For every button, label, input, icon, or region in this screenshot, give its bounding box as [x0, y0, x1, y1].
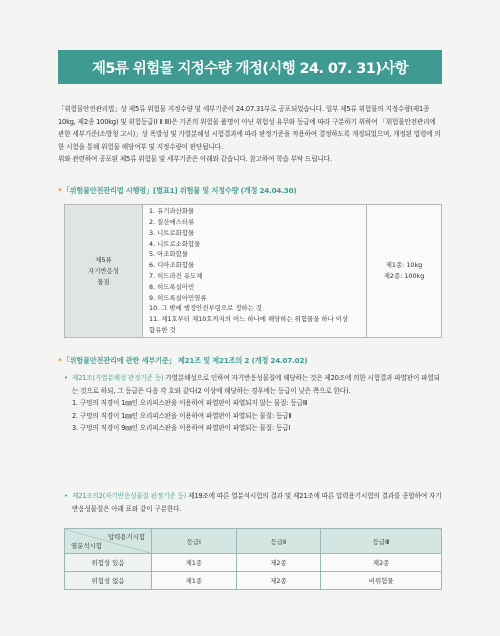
article21-paragraph	[64, 372, 442, 397]
list-item: 5. 아조화합물	[149, 250, 188, 259]
article21-2-paragraph	[64, 490, 442, 515]
list-item: 2. 질산에스터류	[149, 218, 195, 227]
list-item: 6. 디아조화합물	[149, 261, 195, 270]
article21-2-text: 제19조에 따른 열분석시험의 결과 및 제21조에 따른 압력용기시험의 결과를 종합하여 자기반응성물질은 아래 표와 같이 구분한다.	[72, 492, 442, 513]
article21-2-title: 제21조의2(자기반응성물질 판정기준 등)	[72, 492, 187, 500]
article21-item-2: 2. 구멍의 직경이 1㎜인 오리피스판을 이용하여 파열판이 파열되는 물질: 등급Ⅱ	[72, 411, 292, 420]
category-label-1: 제5류	[95, 255, 112, 264]
table-row	[65, 572, 442, 590]
quantity-type2: 제2종: 100kg	[383, 272, 425, 280]
bullet-icon: •	[64, 492, 68, 500]
intro-paragraph-2: 위와 관련하여 공포된 제5류 위험물 및 세부기준은 아래와 같습니다. 참고하여 학습 부탁 드립니다.	[58, 155, 332, 164]
list-item: 11. 제1호부터 제10호까지의 어느 하나에 해당하는 위험물을 하나 이상	[149, 315, 349, 324]
row-header: 위험성 있음	[65, 554, 152, 572]
list-item: 4. 니트로소화합물	[149, 239, 201, 248]
article21-item-3: 3. 구멍의 직경이 9㎜인 오리피스판을 이용하여 파열판이 파열되는 물질: 등급Ⅰ	[72, 424, 291, 433]
list-item: 7. 히드라진 유도체	[149, 272, 203, 280]
article21-2-block	[64, 490, 442, 515]
column-header: 등급Ⅰ	[152, 529, 237, 554]
list-item: 10. 그 밖에 행정안전부령으로 정하는 것	[149, 304, 262, 313]
table-cell: 비위험물	[321, 572, 442, 590]
star-icon: *	[58, 356, 62, 365]
category-cell	[65, 205, 143, 338]
table-cell: 제2종	[236, 554, 321, 572]
hazard-item-list	[149, 206, 360, 336]
quantity-cell	[367, 205, 442, 338]
section2-heading-text: 「위험물안전관리에 관한 세부기준」 제21조 및 제21조의 2 (개정 24.07.02)	[62, 356, 308, 365]
table-cell: 제1종	[152, 554, 237, 572]
table-cell: 제1종	[152, 572, 237, 590]
list-item: 3. 니트로화합물	[149, 228, 195, 237]
list-item-continuation: 함유한 것	[149, 325, 176, 334]
list-item: 1. 유기과산화물	[149, 207, 195, 216]
list-item: 9. 히드록실아민염류	[149, 293, 207, 302]
article21-text: 가열분해성으로 인하여 자기반응성물질에 해당하는 것은 제20조에 의한 시험결과 파열판이 파열되는 것으로 하되, 그 등급은 다음 각 호와 같다(2 이상에 해당하는 경우에는 등급이 낮은 쪽으로 한다).	[72, 374, 440, 395]
page-title: 제5류 위험물 지정수량 개정(시행 24. 07. 31)사항	[58, 50, 442, 84]
category-label-3: 물질	[97, 277, 110, 286]
table-cell: 제2종	[236, 572, 321, 590]
section1-heading	[58, 186, 296, 196]
row-header: 위험성 없음	[65, 572, 152, 590]
classification-table	[64, 528, 442, 590]
pressure-test-label: 압력용기시험	[107, 533, 145, 541]
quantity-type1: 제1종: 10kg	[385, 261, 423, 269]
thermal-test-label: 열분석시험	[71, 542, 102, 550]
category-label-2: 자기반응성	[88, 266, 119, 275]
bullet-icon: •	[64, 374, 68, 382]
intro-paragraph-1: 「위험물안전관리법」상 제5류 위험물 지정수량 및 세부기준이 24.07.31부로 공포되었습니다. 일부 제5류 위험물의 지정수량(제1종 10kg, 제2종 100kg) 및 위험등급(Ⅰ Ⅱ Ⅲ)은 기존의 위험물 품명이 아닌 위험성 유무와 등급에 따라 구분하기 위하여 「위험물안전관리에 관한 세부기준(소방청 고시)」상 폭발성 및 가열분해성 시험결과에 따라 판정기준을 적용하여 결정하도록 개정되었으며, 개정된 법령에 의한 시험을 통해 위험물 해당여부 및 지정수량이 판단됩니다.	[58, 105, 441, 151]
section1-heading-text: 「위험물안전관리법 시행령」[별표1] 위험물 및 지정수량 (개정 24.04.30)	[62, 186, 297, 195]
article21-block	[64, 372, 442, 435]
list-item: 8. 히드록실아민	[149, 282, 195, 291]
column-header: 등급Ⅱ	[236, 529, 321, 554]
intro-text	[58, 103, 442, 166]
diagonal-header-cell	[65, 529, 152, 554]
items-cell	[143, 205, 367, 338]
section2-heading	[58, 356, 307, 366]
column-header: 등급Ⅲ	[321, 529, 442, 554]
table-row	[65, 554, 442, 572]
hazard-quantity-table	[64, 204, 442, 338]
article21-title: 제21조(가열분해성 판정기준 등)	[72, 374, 164, 382]
article21-item-1: 1. 구멍의 직경이 1㎜인 오리피스판을 이용하여 파열판이 파열되지 않는 물질: 등급Ⅲ	[72, 399, 308, 408]
star-icon: *	[58, 186, 62, 195]
table-cell: 제2종	[321, 554, 442, 572]
